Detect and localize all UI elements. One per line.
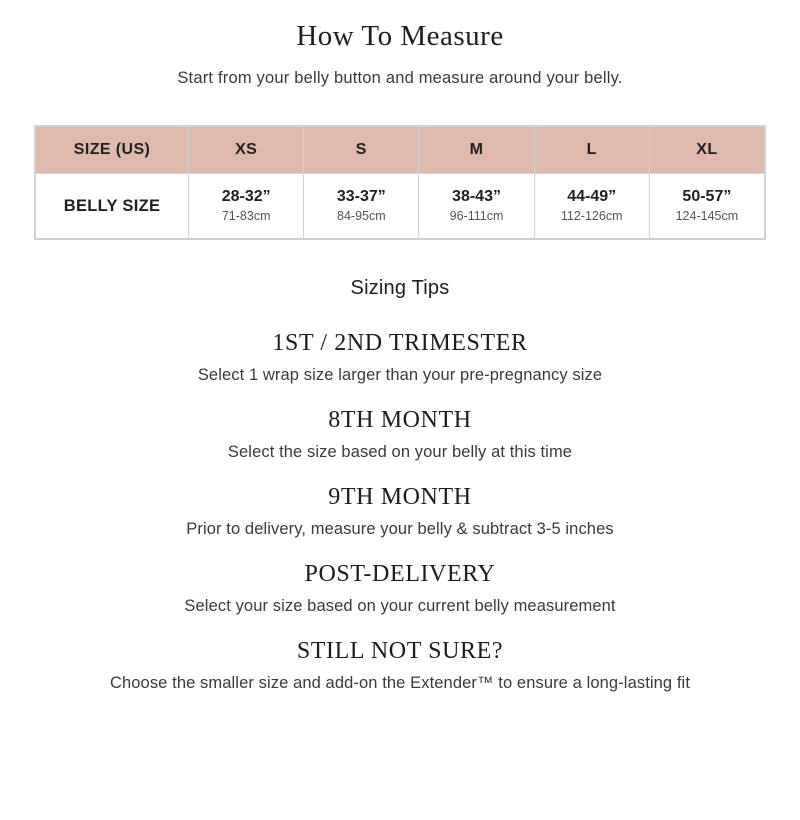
size-guide-page: [0, 20, 800, 820]
tip-text: Select your size based on your current belly measurement: [184, 597, 616, 615]
table-cell-s: [304, 174, 419, 239]
belly-size-inches-l: 44-49”: [567, 187, 617, 205]
table-header-row: [36, 127, 765, 174]
belly-size-cm-m: 96-111cm: [449, 208, 504, 223]
table-header-cell-l: L: [534, 127, 649, 174]
table-row-label-belly-size: BELLY SIZE: [36, 174, 189, 239]
belly-size-inches-s: 33-37”: [336, 187, 386, 205]
tip-heading: 9TH MONTH: [328, 484, 472, 510]
belly-size-cm-xs: 71-83cm: [221, 208, 271, 223]
tip-heading: POST-DELIVERY: [304, 561, 496, 587]
table-cell-xl: [649, 174, 764, 239]
table-row: [36, 174, 765, 239]
list-item: [0, 561, 800, 616]
table-cell-xs: [189, 174, 304, 239]
size-table: [35, 126, 765, 239]
list-item: [0, 484, 800, 539]
table-cell-m: [419, 174, 534, 239]
table-header-cell-xl: XL: [649, 127, 764, 174]
tip-text: Select the size based on your belly at this time: [227, 443, 573, 461]
tip-text: Select 1 wrap size larger than your pre-pregnancy size: [197, 366, 603, 384]
tip-heading: 8TH MONTH: [328, 407, 472, 433]
sizing-tips-title: Sizing Tips: [350, 277, 450, 299]
belly-size-cm-l: 112-126cm: [560, 208, 623, 223]
tip-text: Prior to delivery, measure your belly & subtract 3-5 inches: [186, 520, 614, 538]
belly-size-inches-xs: 28-32”: [221, 187, 271, 205]
table-header-cell-xs: XS: [189, 127, 304, 174]
table-header-cell-m: M: [419, 127, 534, 174]
list-item: [0, 407, 800, 462]
sizing-tips-list: [0, 330, 800, 693]
belly-size-cm-s: 84-95cm: [337, 208, 386, 223]
tip-heading: 1ST / 2ND TRIMESTER: [272, 330, 528, 356]
belly-size-cm-xl: 124-145cm: [675, 208, 739, 223]
belly-size-inches-m: 38-43”: [452, 187, 501, 205]
list-item: [0, 330, 800, 385]
tip-text: Choose the smaller size and add-on the Extender™ to ensure a long-lasting fit: [109, 674, 691, 692]
table-header-cell-s: S: [304, 127, 419, 174]
table-cell-l: [534, 174, 649, 239]
tip-heading: STILL NOT SURE?: [296, 638, 504, 664]
page-subtitle: Start from your belly button and measure around your belly.: [177, 69, 623, 87]
page-title: How To Measure: [296, 20, 504, 52]
table-header-cell-size-us: SIZE (US): [36, 127, 189, 174]
size-table-container: [34, 125, 766, 240]
belly-size-inches-xl: 50-57”: [682, 187, 732, 205]
list-item: [0, 638, 800, 693]
